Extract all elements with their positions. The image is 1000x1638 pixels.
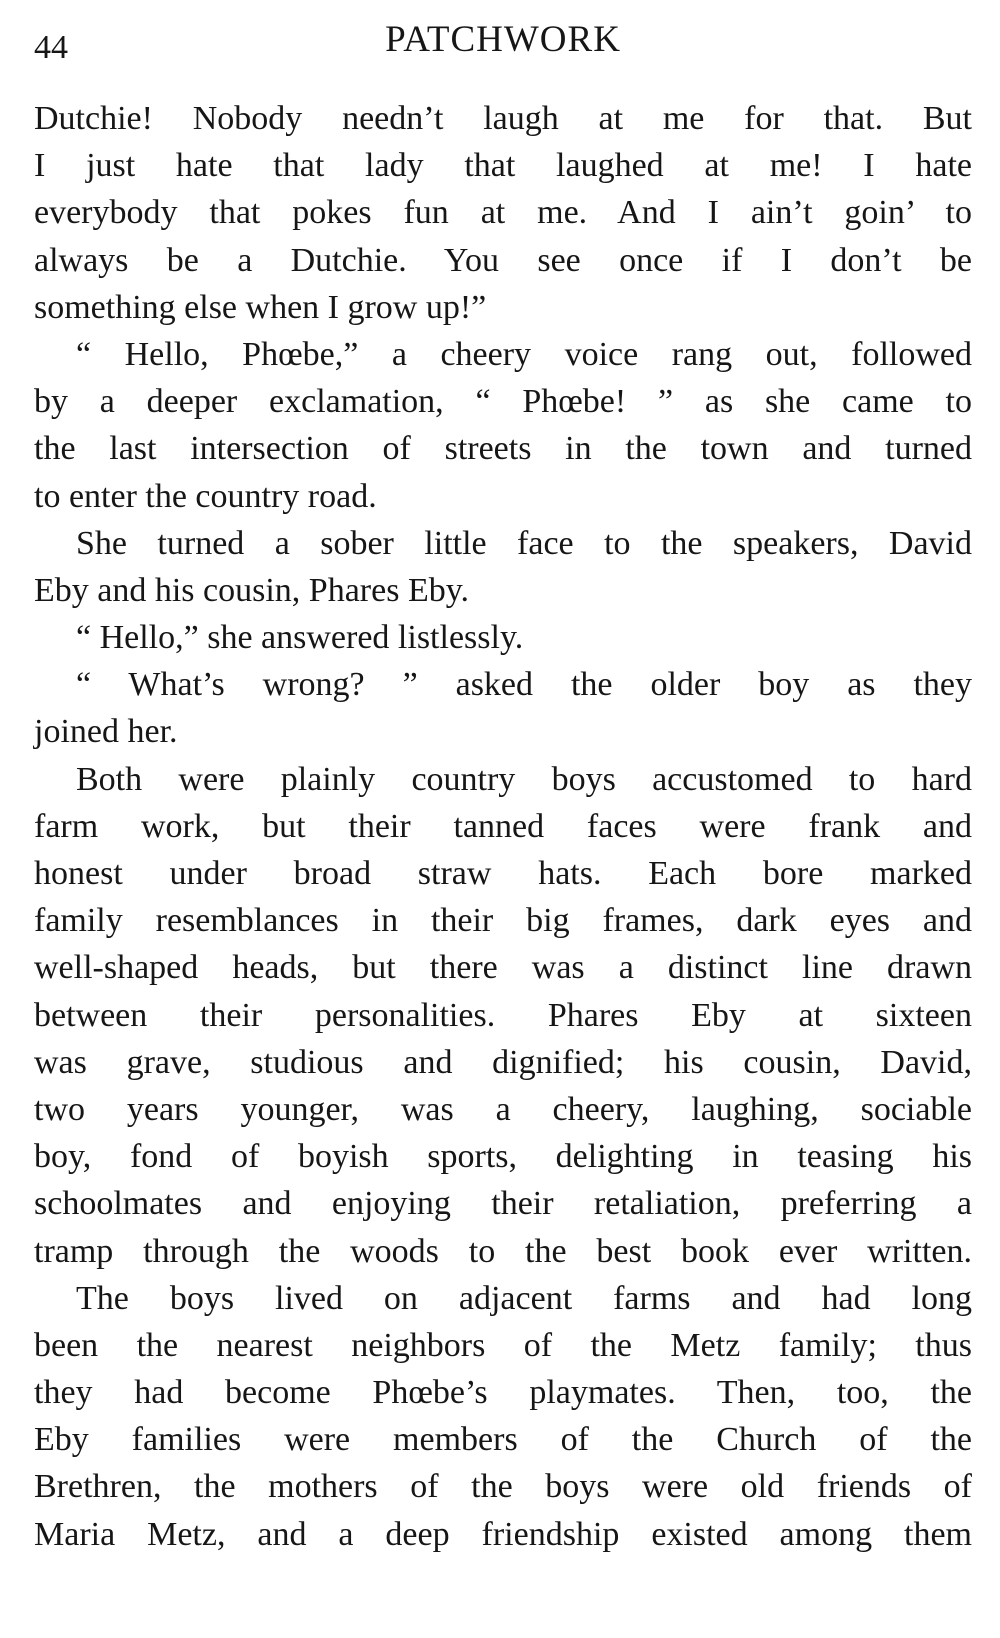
text-line: “ Hello,” she answered listlessly. bbox=[76, 619, 524, 657]
running-title: PATCHWORK bbox=[385, 19, 621, 60]
text-line: “ Hello, Phœbe,” a cheery voice rang out, followed bbox=[76, 335, 972, 373]
text-line: two years younger, was a cheery, laughing, sociable bbox=[34, 1090, 972, 1128]
text-line: the last intersection of streets in the town and turned bbox=[34, 430, 972, 468]
text-line: family resemblances in their big frames, dark eyes and bbox=[34, 902, 972, 940]
body-text bbox=[34, 95, 972, 1558]
text-line: Eby and his cousin, Phares Eby. bbox=[34, 571, 470, 609]
text-line: boy, fond of boyish sports, delighting in teasing his bbox=[34, 1138, 972, 1176]
page-number: 44 bbox=[34, 29, 68, 66]
text-line: I just hate that lady that laughed at me! I hate bbox=[34, 147, 972, 185]
text-line: by a deeper exclamation, “ Phœbe! ” as she came to bbox=[34, 383, 972, 421]
text-line: The boys lived on adjacent farms and had long bbox=[76, 1279, 972, 1317]
text-line: Eby families were members of the Church of the bbox=[34, 1421, 972, 1459]
text-line: Both were plainly country boys accustomed to hard bbox=[76, 760, 972, 798]
text-line: between their personalities. Phares Eby at sixteen bbox=[34, 996, 972, 1034]
text-line: they had become Phœbe’s playmates. Then, too, the bbox=[34, 1374, 972, 1412]
text-line: “ What’s wrong? ” asked the older boy as they bbox=[76, 666, 972, 704]
text-line: Maria Metz, and a deep friendship existed among them bbox=[34, 1515, 972, 1553]
text-line: schoolmates and enjoying their retaliation, preferring a bbox=[34, 1185, 972, 1223]
text-line: been the nearest neighbors of the Metz family; thus bbox=[34, 1326, 972, 1364]
text-line: tramp through the woods to the best book ever written. bbox=[34, 1232, 972, 1270]
text-line: always be a Dutchie. You see once if I don’t be bbox=[34, 241, 972, 279]
text-line: farm work, but their tanned faces were frank and bbox=[34, 807, 972, 845]
text-line: everybody that pokes fun at me. And I ain’t goin’ to bbox=[34, 194, 972, 232]
text-line: well-shaped heads, but there was a distinct line drawn bbox=[34, 949, 972, 987]
text-line: was grave, studious and dignified; his cousin, David, bbox=[34, 1043, 972, 1081]
text-line: She turned a sober little face to the speakers, David bbox=[76, 524, 972, 562]
text-line: to enter the country road. bbox=[34, 477, 377, 515]
text-line: something else when I grow up!” bbox=[34, 288, 487, 326]
text-line: honest under broad straw hats. Each bore marked bbox=[34, 855, 972, 892]
text-line: Brethren, the mothers of the boys were old friends of bbox=[34, 1468, 972, 1506]
page-header bbox=[34, 14, 972, 74]
text-line: joined her. bbox=[34, 713, 178, 751]
text-line: Dutchie! Nobody needn’t laugh at me for that. But bbox=[34, 100, 972, 137]
